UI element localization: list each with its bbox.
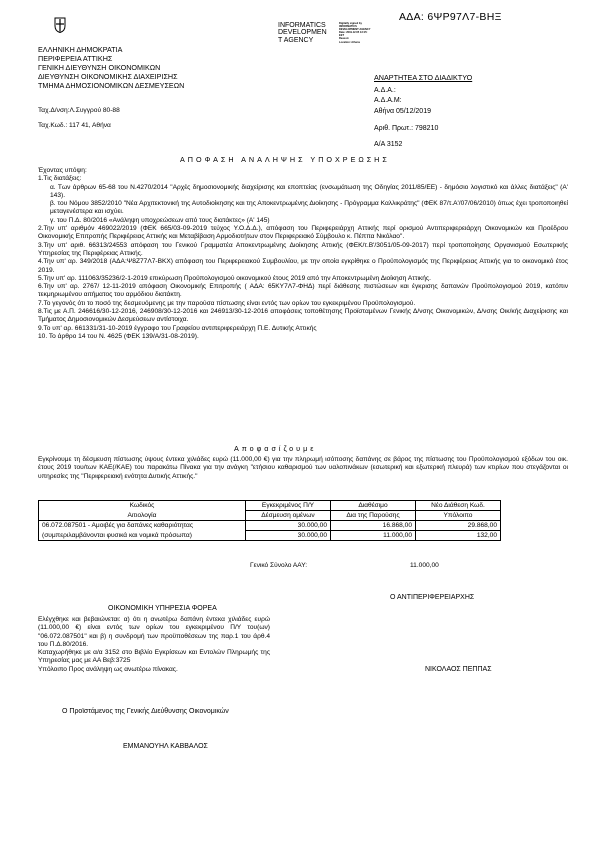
intro-text: Έχοντας υπόψη: — [38, 167, 87, 174]
clause: 4.Την υπ' αρ. 349/2018 (ΑΔΑ:Ψ8Ζ77Λ7-ΒΚΧ) απόφαση του Περιφερειακού Συμβουλίου, με την οποία εγκρίθηκε ο Προϋπολογισμός της Περιφέρειας Αττικής για το οικονομικό έτος 2019. — [38, 258, 568, 274]
ada-code: ΑΔΑ: 6ΨΡ97Λ7-ΒΗΞ — [399, 11, 502, 23]
total-label: Γενικό Σύνολο ΑΑΥ: — [250, 562, 308, 569]
header-cell: Δια της Παρούσης — [331, 511, 416, 521]
header-cell: Νέο Διάθεση Κωδ. — [416, 501, 501, 511]
clause: 5.Την υπ' αρ. 111063/35236/2-1-2019 επικύρωση Προϋπολογισμού οικονομικού έτους 2019 από την Αποκεντρωμένη Διοίκηση Αττικής. — [38, 274, 431, 282]
signature-line: INFORMATICS — [339, 25, 357, 29]
info-logo-line: INFORMATICS — [278, 22, 326, 29]
adam-field: Α.Δ.Α.Μ: — [374, 97, 402, 104]
clause: 2.Την υπ' αριθμόν 469022/2019 (ΦΕΚ 665/03-09-2019 τεύχος Υ.Ο.Δ.Δ.), απόφαση του Περιφερειάρχη Αττικής περί ορισμού Αντιπεριφερειάρχη Οικονομικών και Προέδρου Οικονομικής Επιτροπής Περιφέρειας Αττικής και Μεταβίβαση Αρμοδιοτήτων στον Περιφερειακό Σύμβουλο κ. Πέππα Νικόλαο". — [38, 225, 568, 241]
signature-line: Digitally signed by — [339, 22, 362, 25]
clause: 7.Το γεγονός ότι το ποσό της δεσμευόμενης με την παρούσα πίστωσης είναι εντός των ορίων του εγκεκριμένου Προϋπολογισμού. — [38, 299, 416, 307]
value-cell: 132,00 — [416, 531, 501, 541]
clause: γ. του Π.Δ. 80/2016 «Ανάληψη υποχρεώσεων από τους διατάκτες» (Α' 145) — [50, 216, 270, 224]
info-logo-line: DEVELOPMEN — [278, 29, 327, 37]
head-of-finance-title: Ο Προϊστάμενος της Γενικής Διεύθυνσης Οικονομικών — [62, 708, 229, 715]
header-cell: Κωδικός — [39, 501, 246, 511]
clause: 1.Τις διατάξεις: — [38, 175, 82, 183]
head-of-finance-name: ΕΜΜΑΝΟΥΗΛ ΚΑΒΒΑΛΟΣ — [123, 743, 208, 750]
document-title: ΑΠΟΦΑΣΗ ΑΝΑΛΗΨΗΣ ΥΠΟΧΡΕΩΣΗΣ — [180, 155, 390, 164]
aa-field: Α/Α 3152 — [374, 141, 403, 148]
table-header-row — [39, 501, 501, 511]
header-cell: Υπόλοιπο — [416, 511, 501, 521]
balance-text: Υπόλοιπο Προς ανάληψη ως ανωτέρω πίνακας. — [38, 665, 178, 673]
header-line: ΤΜΗΜΑ ΔΗΜΟΣΙΟΝΟΜΙΚΩΝ ΔΕΣΜΕΥΣΕΩΝ — [38, 81, 185, 90]
authority-header — [38, 45, 184, 90]
clause: β. του Νόμου 3852/2010 "Νέα Αρχιτεκτονική της Αυτοδιοίκησης και της Αποκεντρωμένης Διοίκησης - Πρόγραμμα Καλλικράτης" (ΦΕΚ 87/τ.Α'/07/06/2010) όπως έχει τροποποιηθεί μεταγενέστερα και ισχύει. — [50, 200, 568, 216]
clause: 9.Το υπ' αρ. 661331/31-10-2019 έγγραφο του Γραφείου αντιπεριφερειάρχη Π.Ε. Δυτικής Αττικής — [38, 324, 317, 332]
signature-line: EET — [339, 34, 345, 38]
code-cell: 06.072.087501 - Αμοιβές για δαπάνες καθαριότητας — [39, 521, 246, 531]
signatory-title: Ο ΑΝΤΙΠΕΡΙΦΕΡΕΙΑΡΧΗΣ — [390, 594, 475, 601]
finance-service-title: ΟΙΚΟΝΟΜΙΚΗ ΥΠΗΡΕΣΙΑ ΦΟΡΕΑ — [108, 605, 217, 612]
total-value: 11.000,00 — [410, 562, 439, 569]
header-line: ΠΕΡΙΦΕΡΕΙΑ ΑΤΤΙΚΗΣ — [38, 54, 113, 63]
table-row — [39, 521, 501, 531]
budget-table — [38, 500, 501, 541]
signature-line: Reason: — [339, 37, 350, 41]
value-cell: 16.868,00 — [331, 521, 416, 531]
finance-verification — [38, 616, 270, 674]
clause: α. Των άρθρων 65-68 του Ν.4270/2014 "Αρχές δημοσιονομικής διαχείρισης και εποπτείας (ενσωμάτωση της Οδηγίας 2011/85/ΕΕ) - δημόσιο λογιστικό και άλλες διατάξεις" (Α' 143). — [50, 183, 568, 199]
table-header-row — [39, 511, 501, 521]
table-row — [39, 531, 501, 541]
clause: 6.Την υπ' αρ. 2767/ 12-11-2019 απόφαση Οικονομικής Επιτροπής ( ΑΔΑ: 65ΚΥ7Λ7-ΦΗΔ) περί διάθεσης πιστώσεων και έγκρισης δαπανών Προϋπολογισμού 2019, κατόπιν τεκμηριωμένου αιτήματος του αρμόδιου διατάκτη. — [38, 283, 568, 299]
header-line: ΕΛΛΗΝΙΚΗ ΔΗΜΟΚΡΑΤΙΑ — [38, 45, 123, 54]
signature-line: DEVELOPMENT AGENCY — [339, 28, 371, 32]
signature-line: Date: 2019.12.05 13:15: — [339, 31, 368, 35]
desc-cell: (συμπεριλαμβάνονται φυσικά και νομικά πρόσωπα) — [39, 531, 246, 541]
header-line: ΓΕΝΙΚΗ ΔΙΕΥΘΥΝΣΗ ΟΙΚΟΝΟΜΙΚΩΝ — [38, 63, 161, 72]
greek-emblem-icon — [53, 17, 67, 33]
address-line: Ταχ.Δ/νση:Λ.Συγγρού 80-88 — [38, 107, 120, 114]
header-cell: Δέσμευση ομένων — [246, 511, 331, 521]
decision-paragraph: Εγκρίνουμε τη δέσμευση πίστωσης ύψους έντεκα χιλιάδες ευρώ (11.000,00 €) για την πληρωμή ισόποσης δαπάνης σε βάρος της πίστωσης του Προϋπολογισμού εξόδων του οικ. έτους 2019 του/των ΚΑΕ(/ΚΑΕ) του παρακάτω Πίνακα για την ανάγκη "ετήσιου καθαρισμού των υαλοπινάκων (εσωτερική και εξωτερική πλευρά) των κτιρίων που στεγάζονται οι υπηρεσίες της "Περιφερειακή ενότητα Δυτικής Αττικής." — [38, 456, 568, 480]
verification-text: Ελέγχθηκε και βεβαιώνεται: α) ότι η ανωτέρω δαπάνη έντεκα χιλιάδες ευρώ (11.000,00 €) είναι εντός των ορίων του εγκεκριμένου Π/Υ του(ων) "06.072.087501" και β) η συνδρομή των προϋποθέσεων της παρ.1 του άρθ.4 του Π.Δ.80/2016. — [38, 616, 270, 648]
value-cell: 11.000,00 — [331, 531, 416, 541]
publish-note: ΑΝΑΡΤΗΤΕΑ ΣΤΟ ΔΙΑΔΙΚΤΥΟ — [374, 73, 473, 82]
date-field: Αθήνα 05/12/2019 — [374, 108, 431, 115]
info-logo — [278, 22, 327, 44]
clause: 10. Το άρθρο 14 του Ν. 4625 (ΦΕΚ 139/Α/31-08-2019). — [38, 332, 199, 340]
document-meta — [374, 86, 438, 150]
registration-text: Καταχωρήθηκε με α/α 3152 στο Βιβλίο Εγκρίσεων και Εντολών Πληρωμής της Υπηρεσίας μας με ΑΑ Βεβ:3725 — [38, 649, 270, 665]
header-cell: Αιτιολογία — [39, 511, 246, 521]
protocol-field: Αριθ. Πρωτ.: 798210 — [374, 125, 439, 132]
address-line: Ταχ.Κωδ.: 117 41, Αθήνα — [38, 122, 111, 129]
header-cell: Εγκεκριμένος Π/Υ — [246, 501, 331, 511]
signatory-name: ΝΙΚΟΛΑΟΣ ΠΕΠΠΑΣ — [425, 666, 492, 673]
ada-field: Α.Δ.Α.: — [374, 87, 396, 94]
decision-heading: Αποφασίζουμε — [234, 444, 317, 453]
clause: 8.Τις με Α.Π. 246616/30-12-2016, 246908/30-12-2016 και 246913/30-12-2016 αποφάσεις τοποθέτησης Προϊσταμένων Γενικής Δ/νσης Οικονομικών, Δ/νσης Οικ/κής Διαχείρισης και Τμήματος Δημοσιονομικών Δεσμεύσεων αντίστοιχα. — [38, 308, 568, 324]
clause: 3.Την υπ' αριθ. 66313/24553 απόφαση του Γενικού Γραμματέα Αποκεντρωμένης Διοίκησης Αττικής (ΦΕΚ/τ.Β'/3051/05-09-2017) περί τροποποίησης Οργανισμού Εσωτερικής Υπηρεσίας της Περιφέρειας Αττικής. — [38, 241, 568, 257]
considerations — [38, 167, 568, 341]
value-cell: 30.000,00 — [246, 531, 331, 541]
value-cell: 30.000,00 — [246, 521, 331, 531]
header-line: ΔΙΕΥΘΥΝΣΗ ΟΙΚΟΝΟΜΙΚΗΣ ΔΙΑΧΕΙΡΙΣΗΣ — [38, 72, 178, 81]
value-cell: 29.868,00 — [416, 521, 501, 531]
decision-text — [38, 456, 568, 481]
signature-line: Location: Athens — [339, 40, 361, 44]
header-cell: Διαθέσιμο — [331, 501, 416, 511]
digital-signature-info — [339, 22, 370, 44]
address-block — [38, 103, 120, 133]
info-logo-line: T AGENCY — [278, 36, 314, 44]
